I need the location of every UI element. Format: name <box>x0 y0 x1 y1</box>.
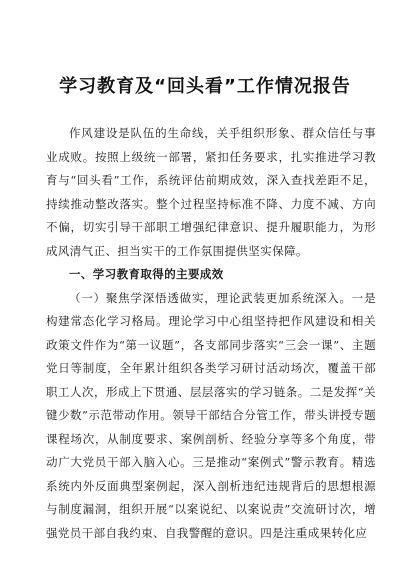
document-body <box>46 122 376 545</box>
intro-paragraph: 作风建设是队伍的生命线，关乎组织形象、群众信任与事业成败。按照上级统一部署，紧扣任务要求，扎实推进学习教育与“回头看”工作，系统评估前期成效，深入查找差距不足，持续推动整改落实。整个过程坚持标准不降、力度不减、方向不偏，切实引导干部职工增强纪律意识、提升履职能力，为形成风清气正、担当实干的工作氛围提供坚实保障。 <box>46 126 376 258</box>
section-heading-achievements: 一、学习教育取得的主要成效 <box>69 267 224 281</box>
document-title: 学习教育及“回头看”工作情况报告 <box>59 76 351 97</box>
section-paragraph-theory: （一）聚焦学深悟透做实，理论武装更加系统深入。一是构建常态化学习格局。理论学习中心组坚持把作风建设和相关政策文件作为“第一议题”，各支部同步落实“三会一课”、主题党日等制度，全年累计组织各类学习研讨活动场次，覆盖干部职工人次，形成上下贯通、层层落实的学习链条。二是发挥“关键少数”示范带动作用。领导干部结合分管工作，带头讲授专题课程场次，从制度要求、案例剖析、经验分享等多个角度，带动广大党员干部入脑入心。三是推动“案例式”警示教育。精选系统内外反面典型案例起，深入剖析违纪违规背后的思想根源与制度漏洞，组织开展“以案说纪、以案说责”交流研讨次，增强党员干部自我约束、自我警醒的意识。四是注重成果转化应 <box>46 290 376 540</box>
